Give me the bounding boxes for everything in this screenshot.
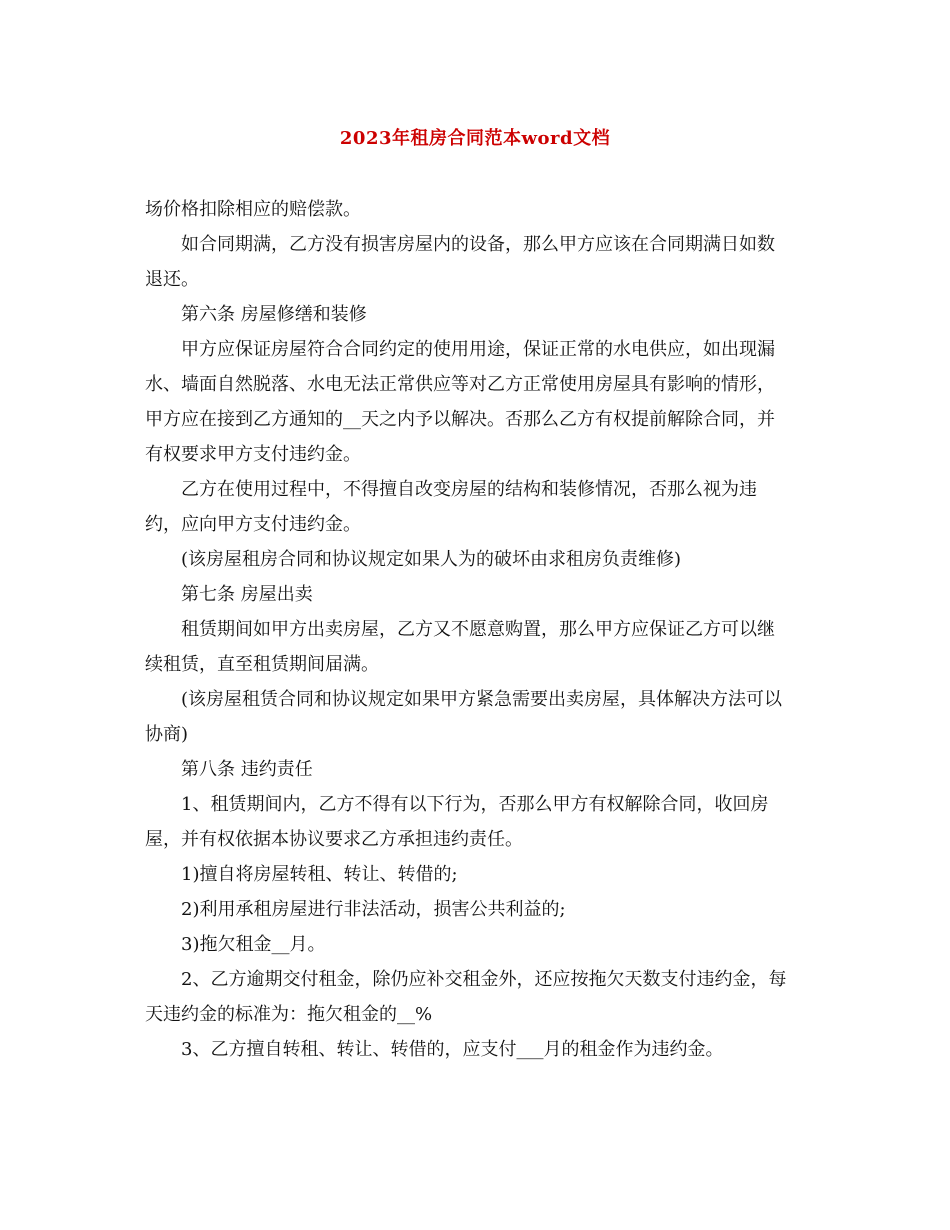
body-line: (该房屋租赁合同和协议规定如果甲方紧急需要出卖房屋，具体解决方法可以	[181, 689, 783, 710]
body-line: 甲方应保证房屋符合合同约定的使用用途，保证正常的水电供应，如出现漏	[181, 339, 775, 360]
body-line: 2、乙方逾期交付租金，除仍应补交租金外，还应按拖欠天数支付违约金，每	[181, 969, 787, 990]
body-line: 协商)	[145, 724, 189, 745]
body-line: 1)擅自将房屋转租、转让、转借的;	[181, 864, 458, 885]
document-title: 2023年租房合同范本word文档	[339, 128, 611, 149]
body-line: 1、租赁期间内，乙方不得有以下行为，否那么甲方有权解除合同，收回房	[181, 794, 769, 815]
document-body	[145, 192, 810, 1067]
body-line: 3、乙方擅自转租、转让、转借的，应支付___月的租金作为违约金。	[181, 1039, 724, 1060]
body-line: 有权要求甲方支付违约金。	[145, 444, 361, 465]
body-line: 甲方应在接到乙方通知的__天之内予以解决。否那么乙方有权提前解除合同，并	[145, 409, 775, 430]
body-line: 屋，并有权依据本协议要求乙方承担违约责任。	[145, 829, 523, 850]
body-line: 第八条 违约责任	[181, 759, 313, 780]
body-line: 如合同期满，乙方没有损害房屋内的设备，那么甲方应该在合同期满日如数	[181, 234, 775, 255]
body-line: 租赁期间如甲方出卖房屋，乙方又不愿意购置，那么甲方应保证乙方可以继	[181, 619, 775, 640]
body-line: 约，应向甲方支付违约金。	[145, 514, 361, 535]
body-line: 第七条 房屋出卖	[181, 584, 313, 605]
body-line: 水、墙面自然脱落、水电无法正常供应等对乙方正常使用房屋具有影响的情形，	[145, 374, 775, 395]
body-line: (该房屋租房合同和协议规定如果人为的破坏由求租房负责维修)	[181, 549, 682, 570]
body-line: 第六条 房屋修缮和装修	[181, 304, 367, 325]
body-line: 天违约金的标准为：拖欠租金的__%	[145, 1004, 433, 1025]
body-line: 3)拖欠租金__月。	[181, 934, 326, 955]
body-line: 2)利用承租房屋进行非法活动，损害公共利益的;	[181, 899, 566, 920]
body-line: 续租赁，直至租赁期间届满。	[145, 654, 379, 675]
body-line: 乙方在使用过程中，不得擅自改变房屋的结构和装修情况，否那么视为违	[181, 479, 757, 500]
body-line: 退还。	[145, 269, 199, 290]
body-line: 场价格扣除相应的赔偿款。	[145, 199, 361, 220]
